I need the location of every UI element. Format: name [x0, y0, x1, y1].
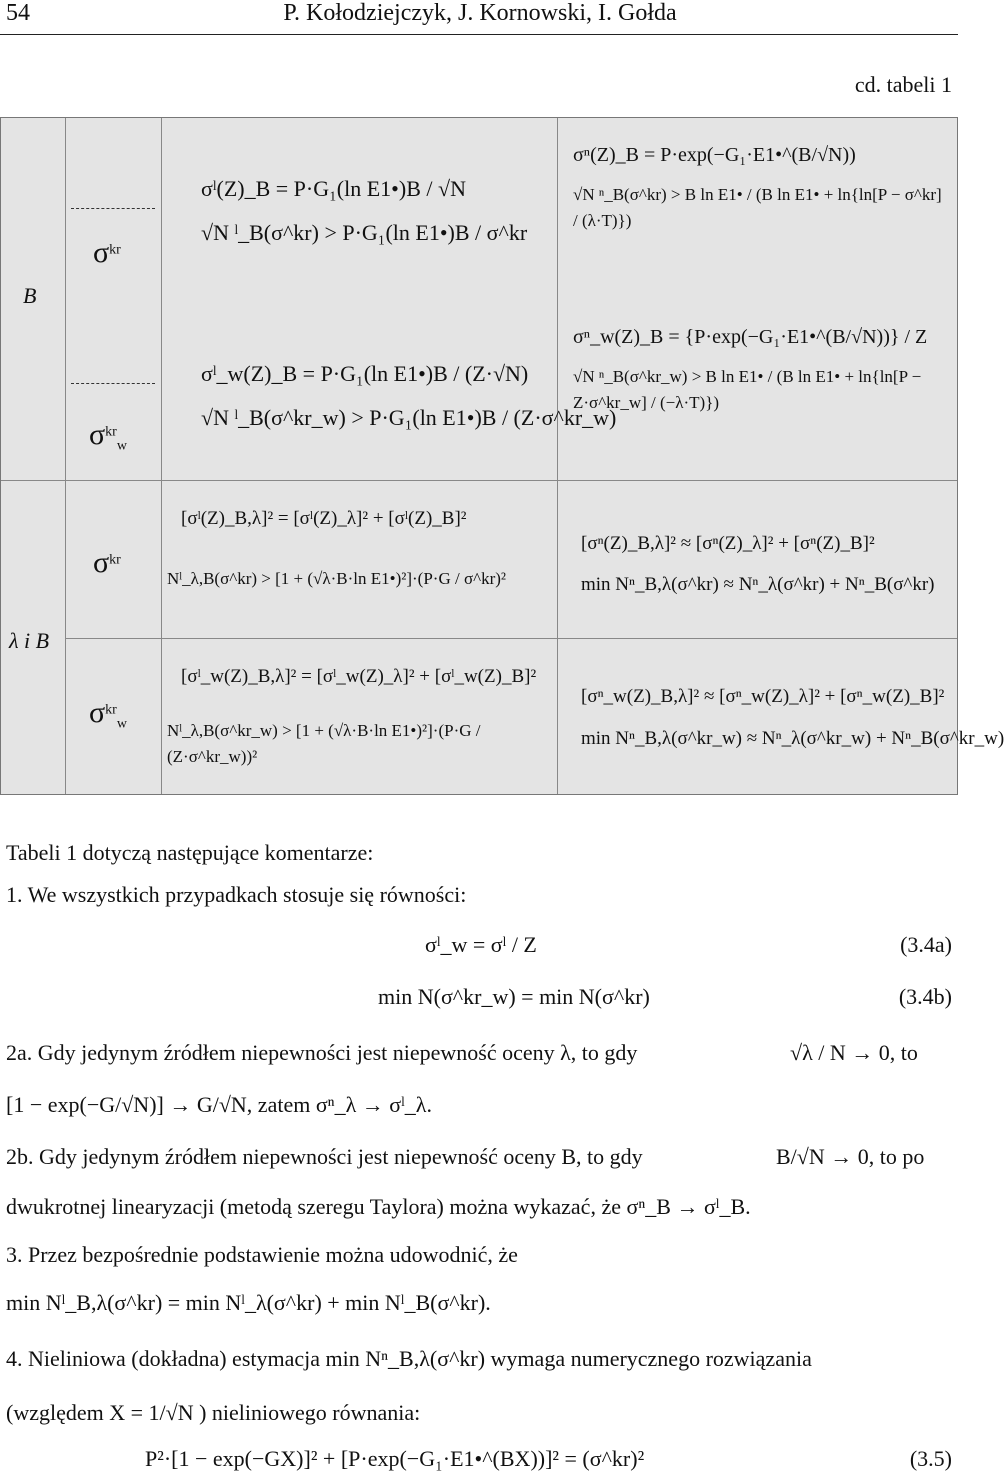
formula-table	[0, 117, 1004, 795]
comment-4-line2: (względem X = 1/√N ) nieliniowego równania:	[6, 1400, 421, 1425]
sigma-kr-label-2: $\sigma^{kr}$	[93, 546, 121, 579]
sigma-kr-label-1: $\sigma^{kr}$	[93, 236, 121, 269]
comment-2a-line2: [1 − exp(−G/√N)] → G/√N, zatem σⁿ_λ → σˡ_λ.	[6, 1092, 432, 1117]
comments-intro: Tabeli 1 dotyczą następujące komentarze:	[6, 840, 374, 865]
table-col-divider-3	[557, 118, 558, 794]
formula-LB-w-linear-1: [σˡ_w(Z)_B,λ]² = [σˡ_w(Z)_λ]² + [σˡ_w(Z)_B]²	[181, 666, 537, 687]
dashed-separator-2	[71, 383, 155, 384]
formula-LB-w-nonlinear-2: min Nⁿ_B,λ(σ^kr_w) ≈ Nⁿ_λ(σ^kr_w) + Nⁿ_B(σ^kr_w)	[581, 728, 1004, 749]
row-label-lambda-B: λ i B	[9, 628, 50, 653]
table-col-divider-2	[161, 118, 162, 794]
equation-number-3-5: (3.5)	[909, 1446, 952, 1471]
formula-B-kr-nonlinear-2: √N ⁿ_B(σ^kr) > B ln E1• / (B ln E1• + ln{ln[P − σ^kr] / (λ·T)})	[573, 185, 942, 230]
table-subrow-divider	[65, 638, 957, 639]
row-label-B: B	[23, 283, 37, 308]
formula-B-w-linear-2: √N ˡ_B(σ^kr_w) > P·G₁(ln E1•)B / (Z·σ^kr_w)	[201, 405, 617, 430]
equation-3-5: P²·[1 − exp(−GX)]² + [P·exp(−G₁·E1•^(BX))]² = (σ^kr)²	[145, 1446, 645, 1471]
formula-LB-w-nonlinear-1: [σⁿ_w(Z)_B,λ]² ≈ [σⁿ_w(Z)_λ]² + [σⁿ_w(Z)_B]²	[581, 686, 945, 707]
table-col-divider-1	[65, 118, 66, 794]
equation-number-3-4a: (3.4a)	[900, 932, 952, 957]
comment-2a-condition: √λ / N → 0, to	[790, 1040, 918, 1065]
formula-B-w-linear-1: σˡ_w(Z)_B = P·G₁(ln E1•)B / (Z·√N)	[201, 361, 529, 386]
comment-1: 1. We wszystkich przypadkach stosuje się równości:	[6, 882, 467, 907]
table-row-divider	[1, 480, 957, 481]
formula-LB-w-linear-2: Nˡ_λ,B(σ^kr_w) > [1 + (√λ·B·ln E1•)²]·(P·G / (Z·σ^kr_w))²	[167, 721, 481, 766]
equation-number-3-4b: (3.4b)	[898, 984, 952, 1009]
formula-LB-kr-nonlinear-2: min Nⁿ_B,λ(σ^kr) ≈ Nⁿ_λ(σ^kr) + Nⁿ_B(σ^kr)	[581, 574, 935, 595]
comment-2a-line1: 2a. Gdy jedynym źródłem niepewności jest niepewność oceny λ, to gdy	[6, 1040, 638, 1065]
header-rule	[0, 34, 958, 35]
formula-B-w-nonlinear-2: √N ⁿ_B(σ^kr_w) > B ln E1• / (B ln E1• + ln{ln[P − Z·σ^kr_w] / (−λ·T)})	[573, 367, 922, 412]
comment-2b-line2: dwukrotnej linearyzacji (metodą szeregu Taylora) można wykazać, że σⁿ_B → σˡ_B.	[6, 1194, 751, 1219]
comment-3-equation: min Nˡ_B,λ(σ^kr) = min Nˡ_λ(σ^kr) + min Nˡ_B(σ^kr).	[6, 1290, 491, 1315]
sigma-w-label-1: $\sigma^{kr}_w$	[89, 418, 127, 454]
equation-3-4b: min N(σ^kr_w) = min N(σ^kr)	[378, 984, 650, 1009]
comment-4-line1: 4. Nieliniowa (dokładna) estymacja min Nⁿ_B,λ(σ^kr) wymaga numerycznego rozwiązania	[6, 1346, 812, 1371]
page-number: 54	[6, 0, 30, 26]
equation-3-4a: σˡ_w = σˡ / Z	[425, 932, 537, 957]
comment-2b-condition: B/√N → 0, to po	[776, 1144, 925, 1169]
formula-LB-kr-linear-2: Nˡ_λ,B(σ^kr) > [1 + (√λ·B·ln E1•)²]·(P·G / σ^kr)²	[167, 569, 507, 588]
running-header-authors: P. Kołodziejczyk, J. Kornowski, I. Gołda	[283, 0, 677, 26]
dashed-separator-1	[71, 208, 155, 209]
comment-2b-line1: 2b. Gdy jedynym źródłem niepewności jest niepewność oceny B, to gdy	[6, 1144, 643, 1169]
comment-3: 3. Przez bezpośrednie podstawienie można udowodnić, że	[6, 1242, 518, 1267]
formula-B-kr-linear-2: √N ˡ_B(σ^kr) > P·G₁(ln E1•)B / σ^kr	[201, 220, 528, 245]
formula-LB-kr-nonlinear-1: [σⁿ(Z)_B,λ]² ≈ [σⁿ(Z)_λ]² + [σⁿ(Z)_B]²	[581, 533, 875, 554]
formula-B-kr-linear-1: σˡ(Z)_B = P·G₁(ln E1•)B / √N	[201, 176, 466, 201]
formula-B-kr-nonlinear-1: σⁿ(Z)_B = P·exp(−G₁·E1•^(B/√N))	[573, 144, 856, 166]
sigma-w-label-2: $\sigma^{kr}_w$	[89, 696, 127, 732]
table-continuation-label: cd. tabeli 1	[854, 72, 952, 97]
formula-B-w-nonlinear-1: σⁿ_w(Z)_B = {P·exp(−G₁·E1•^(B/√N))} / Z	[573, 326, 928, 348]
formula-LB-kr-linear-1: [σˡ(Z)_B,λ]² = [σˡ(Z)_λ]² + [σˡ(Z)_B]²	[181, 508, 467, 529]
